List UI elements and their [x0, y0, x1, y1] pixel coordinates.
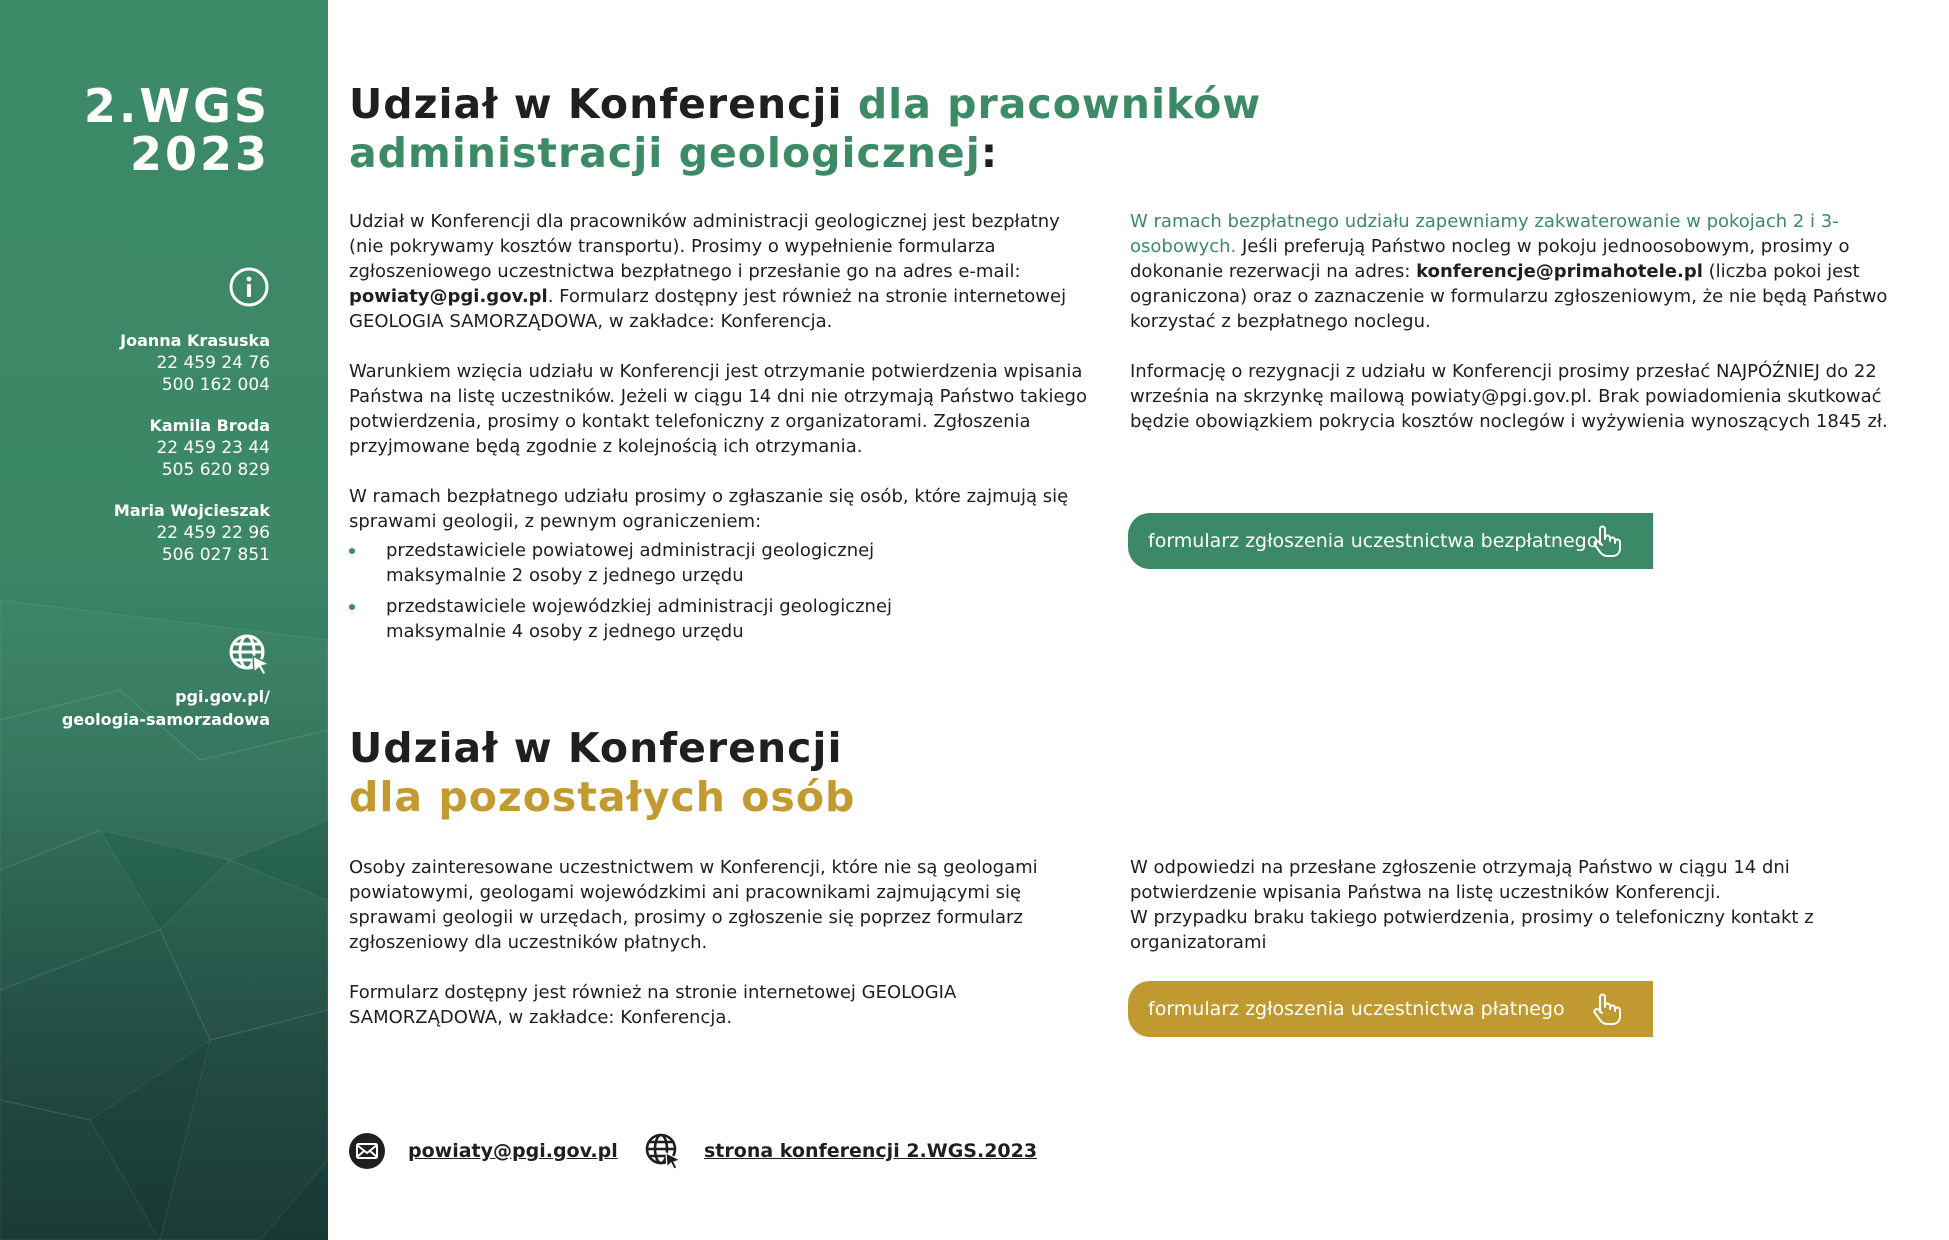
section-1-right-paragraph-2: Informację o rezygnacji z udziału w Konferencji prosimy przesłać NAJPÓŹNIEJ do 22 września na skrzynkę mailową powiaty@pgi.gov.pl. Brak powiadomienia skutkować będzie obowiązkiem pokrycia kosztów noclegów i wyżywienia wynoszących 1845 zł.: [1130, 361, 1888, 432]
section-2-left-paragraph-1: Osoby zainteresowane uczestnictwem w Konferencji, które nie są geologami powiatowymi, geologami wojewódzkimi ani pracownikami zajmującymi się sprawami geologii w urzędach, prosimy o zgłoszenie się poprzez formularz zgłoszeniowy dla uczestników płatnych.: [349, 857, 1038, 953]
contact-name: Maria Wojcieszak: [113, 501, 270, 520]
footer-email-label[interactable]: powiaty@pgi.gov.pl: [408, 1140, 618, 1162]
text-span: (liczba pokoi jest ograniczona) oraz o zaznaczenie w formularzu zgłoszeniowym, że nie będą Państwo korzystać z bezpłatnego noclegu.: [1130, 261, 1888, 332]
button-label: formularz zgłoszenia uczestnictwa płatnego: [1148, 998, 1565, 1020]
section-2-title: [349, 724, 855, 822]
sidebar-facet-background: [0, 0, 328, 1240]
free-registration-form-button[interactable]: [1128, 513, 1653, 569]
text-span: Jeśli preferują Państwo nocleg w pokoju jednoosobowym, prosimy o dokonanie rezerwacji na adres:: [1130, 236, 1850, 282]
section-2-title-dark: Udział w Konferencji: [349, 724, 843, 772]
section-2-right-paragraph-2: W przypadku braku takiego potwierdzenia, prosimy o telefoniczny kontakt z organizatorami: [1130, 907, 1814, 953]
section-1-title: [349, 80, 1261, 178]
section-1-title-colon: :: [980, 129, 999, 177]
globe-cursor-icon: [644, 1132, 682, 1170]
list-item: przedstawiciele wojewódzkiej administracji geologicznej maksymalnie 4 osoby z jednego urzędu: [349, 594, 949, 644]
accommodation-note: W ramach bezpłatnego udziału zapewniamy zakwaterowanie w pokojach 2 i 3-osobowych.: [1130, 211, 1839, 257]
section-2-right-column: [1130, 855, 1850, 955]
section-1-left-paragraph-3: W ramach bezpłatnego udziału prosimy o zgłaszanie się osób, które zajmują się sprawami geologii, z pewnym ograniczeniem:: [349, 486, 1069, 532]
envelope-icon: [348, 1132, 386, 1170]
contact-name: Joanna Krasuska: [120, 331, 270, 350]
contact-phone: 22 459 23 44: [156, 438, 270, 458]
section-1-title-dark: Udział w Konferencji: [349, 80, 858, 128]
section-1-left-paragraph-1: [349, 209, 1099, 334]
email-highlight: powiaty@pgi.gov.pl: [349, 286, 548, 307]
contact-phone: 22 459 24 76: [156, 353, 270, 373]
section-2-title-gold: dla pozostałych osób: [349, 773, 856, 821]
section-1-left-column: [349, 209, 1099, 650]
pointing-hand-icon: [1589, 524, 1621, 558]
section-1-title-green-1: dla pracowników: [857, 80, 1262, 128]
contact-mobile: 505 620 829: [161, 460, 270, 480]
brand-line-2: 2023: [129, 127, 270, 181]
paid-registration-form-button[interactable]: [1128, 981, 1653, 1037]
contact-block-1: [120, 330, 270, 396]
section-2-left-column: [349, 855, 1079, 1030]
website-link[interactable]: [62, 685, 270, 731]
contact-mobile: 506 027 851: [161, 545, 270, 565]
hotel-email: konferencje@primahotele.pl: [1416, 261, 1703, 282]
pointing-hand-icon: [1589, 992, 1621, 1026]
limits-list: [349, 538, 949, 644]
globe-cursor-icon: [227, 632, 271, 676]
section-1-right-column: [1130, 209, 1890, 434]
contact-mobile: 500 162 004: [161, 375, 270, 395]
list-item: przedstawiciele powiatowej administracji geologicznej maksymalnie 2 osoby z jednego urzędu: [349, 538, 949, 588]
contact-phone: 22 459 22 96: [156, 523, 270, 543]
event-brand: [83, 79, 270, 181]
text-span: . Formularz dostępny jest również na stronie internetowej GEOLOGIA SAMORZĄDOWA, w zakładce: Konferencja.: [349, 286, 1067, 332]
section-1-right-paragraph-1: [1130, 209, 1890, 334]
website-link-line-2: geologia-samorzadowa: [61, 710, 270, 729]
section-1-title-green-2: administracji geologicznej: [349, 129, 981, 177]
brand-line-1: 2.WGS: [83, 79, 270, 133]
section-2-left-paragraph-2: Formularz dostępny jest również na stronie internetowej GEOLOGIA SAMORZĄDOWA, w zakładce: Konferencja.: [349, 982, 957, 1028]
website-link-line-1: pgi.gov.pl/: [175, 687, 270, 706]
footer-email-link[interactable]: [348, 1132, 618, 1170]
contact-block-3: [114, 500, 270, 566]
section-2-right-paragraph-1: W odpowiedzi na przesłane zgłoszenie otrzymają Państwo w ciągu 14 dni potwierdzenie wpisania Państwa na listę uczestników Konferencji.: [1130, 857, 1790, 903]
button-label: formularz zgłoszenia uczestnictwa bezpłatnego: [1148, 530, 1599, 552]
section-1-left-paragraph-2: Warunkiem wzięcia udziału w Konferencji jest otrzymanie potwierdzenia wpisania Państwa na listę uczestników. Jeżeli w ciągu 14 dni nie otrzymają Państwo takiego potwierdzenia, prosimy o kontakt telefoniczny z organizatorami. Zgłoszenia przyjmowane będą zgodnie z kolejnością ich otrzymania.: [349, 361, 1087, 457]
info-icon: [227, 265, 271, 309]
sidebar: [0, 0, 328, 1240]
contact-block-2: [149, 415, 270, 481]
contact-name: Kamila Broda: [149, 416, 270, 435]
footer-website-label[interactable]: strona konferencji 2.WGS.2023: [704, 1140, 1038, 1162]
footer-website-link[interactable]: [644, 1132, 1037, 1170]
text-span: Udział w Konferencji dla pracowników administracji geologicznej jest bezpłatny (nie pokrywamy kosztów transportu). Prosimy o wypełnienie formularza zgłoszeniowego uczestnictwa bezpłatnego i przesłanie go na adres e-mail:: [349, 211, 1060, 282]
